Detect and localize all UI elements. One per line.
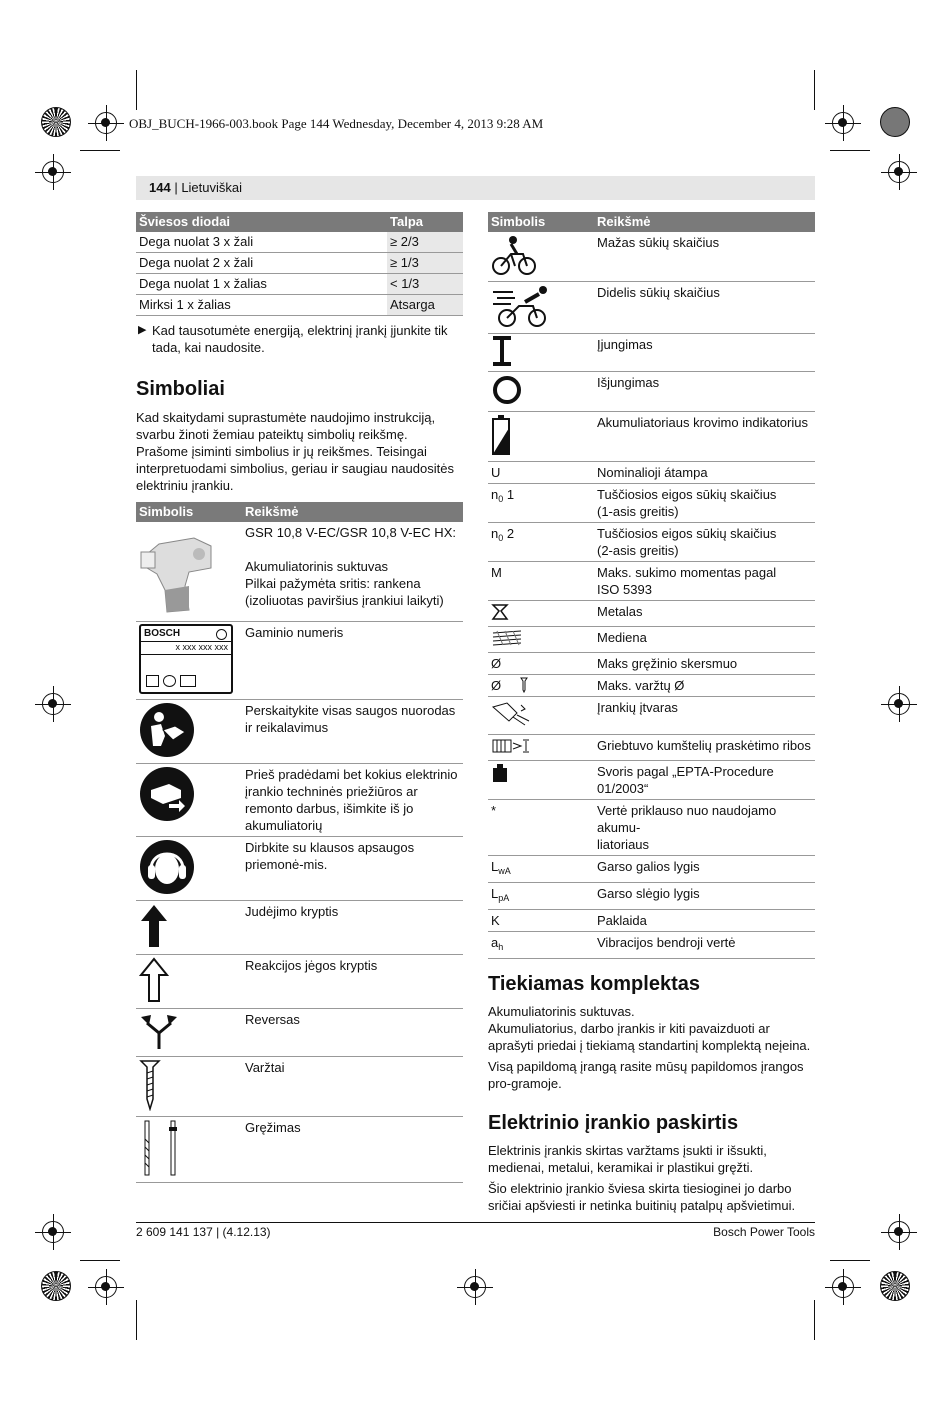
table-row	[488, 932, 815, 959]
table-cell: Mažas sūkių skaičius	[594, 232, 815, 282]
row-text: Tuščiosios eigos sūkių skaičius	[597, 526, 777, 541]
table-row	[488, 883, 815, 910]
table-cell	[136, 836, 242, 900]
purpose-paragraph: Elektrinis įrankis skirtas varžtams įsukti ir išsukti, medienai, metalui, keramikai ir plastikui gręžti.	[488, 1143, 767, 1175]
row-text: Vertė priklauso nuo naudojamo akumu-	[597, 803, 777, 835]
table-cell: Nominalioji átampa	[594, 462, 815, 484]
metal-icon	[491, 603, 509, 621]
delivery-paragraph: Akumuliatorius, darbo įrankis ir kiti pavaizduoti ar aprašyti priedai į tiekiamą standartinį komplektą neįeina.	[488, 1021, 811, 1053]
purpose-paragraph: Šio elektrinio įrankio šviesa skirta tiesioginei jo darbo sričiai apšviesti ir netinka buitinių patalpų apšvietimui.	[488, 1181, 796, 1213]
table-row	[136, 253, 463, 274]
table-cell: Dega nuolat 2 x žali	[136, 253, 387, 274]
crosshair-mark	[95, 1276, 117, 1298]
crosshair-mark	[42, 161, 64, 183]
weight-icon	[491, 763, 509, 783]
table-cell	[488, 883, 594, 910]
table-cell	[594, 761, 815, 800]
row-text: Maks. sukimo momentas pagal	[597, 565, 777, 580]
symbol-subscript: wA	[498, 866, 511, 876]
on-icon	[491, 336, 513, 366]
table-row	[136, 1056, 463, 1116]
symbol-subscript: 0	[498, 494, 504, 504]
footer-left: 2 609 141 137 | (4.12.13)	[136, 1225, 271, 1239]
table-cell	[594, 562, 815, 601]
off-icon	[491, 374, 523, 406]
remove-battery-icon	[139, 766, 195, 822]
table-cell: *	[488, 800, 594, 856]
table-row	[488, 282, 815, 334]
table-cell: ≥ 2/3	[387, 232, 463, 253]
table-cell: Mediena	[594, 627, 815, 653]
section-title-delivery: Tiekiamas komplektas	[488, 973, 700, 995]
reaction-arrow-icon	[139, 957, 169, 1003]
table-row	[488, 232, 815, 282]
symbol-text: n	[491, 526, 499, 541]
table-cell: Akumuliatoriaus krovimo indikatorius	[594, 412, 815, 462]
delivery-paragraph: Visą papildomą įrangą rasite mūsų papildomos įrangos pro-gramoje.	[488, 1059, 804, 1091]
crosshair-mark	[832, 1276, 854, 1298]
table-row	[136, 621, 463, 699]
symbols-intro: Kad skaitydami suprastumėte naudojimo instrukciją, svarbu žinoti žemiau pateiktų simbolių reikšmę. Prašome įsiminti simbolius ir jų reikšmes. Teisingai interpretuodami simbolius, geriau ir saugiau naudositės elektriniu įrankiu.	[136, 410, 454, 493]
table-cell	[594, 800, 815, 856]
table-row	[488, 910, 815, 932]
section-title-purpose: Elektrinio įrankio paskirtis	[488, 1112, 739, 1134]
table-cell: Mirksi 1 x žalias	[136, 295, 387, 316]
footer-right: Bosch Power Tools	[713, 1225, 815, 1239]
table-row	[488, 761, 815, 800]
table-cell: < 1/3	[387, 274, 463, 295]
table-cell	[488, 856, 594, 883]
table-cell: Išjungimas	[594, 372, 815, 412]
table-cell	[242, 522, 463, 621]
table-row	[488, 562, 815, 601]
table-header-symbol: Simbolis	[136, 502, 242, 522]
row-text: (2-asis greitis)	[597, 543, 679, 558]
table-cell	[488, 627, 594, 653]
table-cell: Varžtai	[242, 1056, 463, 1116]
triangle-bullet-icon: ▶	[138, 324, 147, 336]
print-header: OBJ_BUCH-1966-003.book Page 144 Wednesday, December 4, 2013 9:28 AM	[129, 116, 544, 131]
crop-mark	[830, 150, 870, 151]
table-cell	[136, 621, 242, 699]
screw-small-icon	[519, 677, 529, 693]
row-text: liatoriaus	[597, 837, 650, 852]
table-header-meaning: Reikšmė	[242, 502, 463, 522]
right-column	[488, 212, 815, 1214]
led-table-header: Talpa	[387, 212, 463, 232]
registration-disc-bottom-left	[41, 1271, 71, 1301]
plate-number: x xxx xxx xxx	[141, 641, 231, 655]
table-cell: Paklaida	[594, 910, 815, 932]
table-cell	[488, 232, 594, 282]
table-cell: Reversas	[242, 1008, 463, 1056]
table-row	[136, 900, 463, 954]
table-cell	[488, 372, 594, 412]
row-text: ISO 5393	[597, 582, 652, 597]
table-row	[136, 274, 463, 295]
page-header-bar: 144 | Lietuviškai	[136, 176, 815, 200]
table-row	[136, 954, 463, 1008]
table-cell: Prieš pradėdami bet kokius elektrinio įrankio techninės priežiūros ar remonto darbus, išimkite iš jo akumuliatorių	[242, 763, 463, 836]
table-cell	[136, 1116, 242, 1182]
registration-disc-top-right	[880, 107, 910, 137]
table-cell	[488, 484, 594, 523]
table-row	[136, 699, 463, 763]
crosshair-mark	[95, 112, 117, 134]
table-cell: Gręžimas	[242, 1116, 463, 1182]
table-cell: Įjungimas	[594, 334, 815, 372]
chuck-range-icon	[491, 737, 531, 755]
table-cell: Griebtuvo kumštelių praskėtimo ribos	[594, 735, 815, 761]
delivery-paragraph: Akumuliatorinis suktuvas.	[488, 1004, 635, 1019]
crop-mark	[136, 1300, 137, 1340]
table-row	[136, 295, 463, 316]
symbol-subscript: 0	[498, 533, 504, 543]
table-cell: U	[488, 462, 594, 484]
table-cell	[594, 484, 815, 523]
table-cell	[136, 522, 242, 621]
table-row	[488, 334, 815, 372]
page-number: 144	[149, 180, 171, 195]
symbol-subscript: pA	[498, 893, 510, 903]
crosshair-mark	[888, 1221, 910, 1243]
table-cell: Atsarga	[387, 295, 463, 316]
crosshair-mark	[888, 693, 910, 715]
crosshair-mark	[42, 693, 64, 715]
slow-bike-icon	[491, 234, 537, 276]
movement-arrow-icon	[139, 903, 169, 949]
table-cell: Ø	[488, 653, 594, 675]
table-cell	[488, 932, 594, 959]
table-row	[488, 697, 815, 735]
table-cell: Garso galios lygis	[594, 856, 815, 883]
symbol-text: n	[491, 487, 499, 502]
led-note	[136, 322, 463, 356]
table-cell	[488, 282, 594, 334]
table-cell	[488, 697, 594, 735]
ear-protection-icon	[139, 839, 195, 895]
table-row	[488, 523, 815, 562]
row-text: Tuščiosios eigos sūkių skaičius	[597, 487, 777, 502]
table-cell: Įrankių įtvaras	[594, 697, 815, 735]
symbol-subscript: h	[498, 942, 504, 952]
table-cell	[488, 601, 594, 627]
wood-icon	[491, 629, 523, 647]
left-column	[136, 212, 463, 1183]
table-header-meaning: Reikšmė	[594, 212, 815, 232]
table-row	[488, 800, 815, 856]
drill-icon	[139, 524, 219, 614]
table-cell: Perskaitykite visas saugos nuorodas ir reikalavimus	[242, 699, 463, 763]
table-cell	[594, 523, 815, 562]
table-row	[488, 675, 815, 697]
plate-brand: BOSCH	[144, 627, 181, 639]
table-row	[488, 735, 815, 761]
symbol-text: 1	[503, 487, 515, 502]
row-text: Akumuliatorinis suktuvas	[245, 559, 389, 574]
row-text: 01/2003“	[597, 781, 649, 796]
symbol-text: a	[491, 935, 499, 950]
crop-mark	[814, 70, 815, 110]
table-cell	[488, 523, 594, 562]
footer-rule	[136, 1222, 815, 1223]
right-symbol-table	[488, 212, 815, 959]
table-row	[488, 601, 815, 627]
table-row	[136, 522, 463, 621]
table-cell: Maks. varžtų Ø	[594, 675, 815, 697]
table-row	[488, 484, 815, 523]
read-manual-icon	[139, 702, 195, 758]
page-language: Lietuviškai	[181, 180, 243, 195]
table-cell: M	[488, 562, 594, 601]
table-row	[488, 372, 815, 412]
registration-disc-bottom-right	[880, 1271, 910, 1301]
row-text: (1-asis greitis)	[597, 504, 679, 519]
table-row	[488, 856, 815, 883]
crop-mark	[830, 1260, 870, 1261]
section-title-symbols: Simboliai	[136, 378, 225, 400]
table-cell	[488, 334, 594, 372]
table-cell: Gaminio numeris	[242, 621, 463, 699]
plate-logo-icon	[216, 629, 227, 640]
table-cell	[136, 1056, 242, 1116]
table-row	[488, 627, 815, 653]
symbol-text: L	[491, 859, 499, 874]
table-header-symbol: Simbolis	[488, 212, 594, 232]
table-cell	[488, 675, 594, 697]
table-cell	[488, 735, 594, 761]
table-cell: Maks gręžinio skersmuo	[594, 653, 815, 675]
table-cell	[136, 900, 242, 954]
table-cell: Dega nuolat 3 x žali	[136, 232, 387, 253]
led-note-text: Kad tausotumėte energiją, elektrinį įrankį įjunkite tik tada, kai naudosite.	[152, 323, 448, 355]
row-text: Svoris pagal „EPTA-Procedure	[597, 764, 774, 779]
row-text: GSR 10,8 V-EC/GSR 10,8 V-EC HX:	[245, 525, 456, 540]
table-row	[488, 653, 815, 675]
screw-icon	[139, 1059, 161, 1111]
table-cell: Metalas	[594, 601, 815, 627]
table-row	[136, 763, 463, 836]
table-cell	[136, 954, 242, 1008]
fast-bike-icon	[491, 284, 551, 328]
symbol-text: L	[491, 886, 499, 901]
table-cell	[488, 412, 594, 462]
table-cell: Didelis sūkių skaičius	[594, 282, 815, 334]
table-cell: K	[488, 910, 594, 932]
table-cell: Reakcijos jėgos kryptis	[242, 954, 463, 1008]
drill-bits-icon	[139, 1119, 183, 1177]
tool-holder-icon	[491, 699, 531, 729]
table-row	[488, 462, 815, 484]
table-row	[488, 412, 815, 462]
left-symbol-table	[136, 502, 463, 1183]
symbol-text: Ø	[491, 678, 502, 693]
crosshair-mark	[888, 161, 910, 183]
table-cell	[136, 699, 242, 763]
table-row	[136, 232, 463, 253]
crosshair-mark	[832, 112, 854, 134]
crop-mark	[80, 150, 120, 151]
crosshair-mark	[42, 1221, 64, 1243]
table-row	[136, 836, 463, 900]
table-cell: Dega nuolat 1 x žalias	[136, 274, 387, 295]
table-cell: Vibracijos bendroji vertė	[594, 932, 815, 959]
symbol-text: 2	[503, 526, 515, 541]
crosshair-mark	[464, 1276, 486, 1298]
registration-disc-top-left	[41, 107, 71, 137]
crop-mark	[80, 1260, 120, 1261]
table-cell: Dirbkite su klausos apsaugos priemonė-mis.	[242, 836, 463, 900]
reverse-arrow-icon	[139, 1011, 179, 1051]
table-row	[136, 1008, 463, 1056]
crop-mark	[136, 70, 137, 110]
table-cell: Judėjimo kryptis	[242, 900, 463, 954]
table-cell	[136, 1008, 242, 1056]
table-cell: Garso slėgio lygis	[594, 883, 815, 910]
nameplate-icon	[139, 624, 233, 694]
led-table	[136, 212, 463, 316]
table-cell	[488, 761, 594, 800]
crop-mark	[814, 1300, 815, 1340]
table-cell	[136, 763, 242, 836]
led-table-header: Šviesos diodai	[136, 212, 387, 232]
battery-indicator-icon	[491, 414, 511, 456]
table-cell: ≥ 1/3	[387, 253, 463, 274]
row-text: Pilkai pažymėta sritis: rankena (izoliuotas paviršius įrankiui laikyti)	[245, 576, 444, 608]
table-row	[136, 1116, 463, 1182]
